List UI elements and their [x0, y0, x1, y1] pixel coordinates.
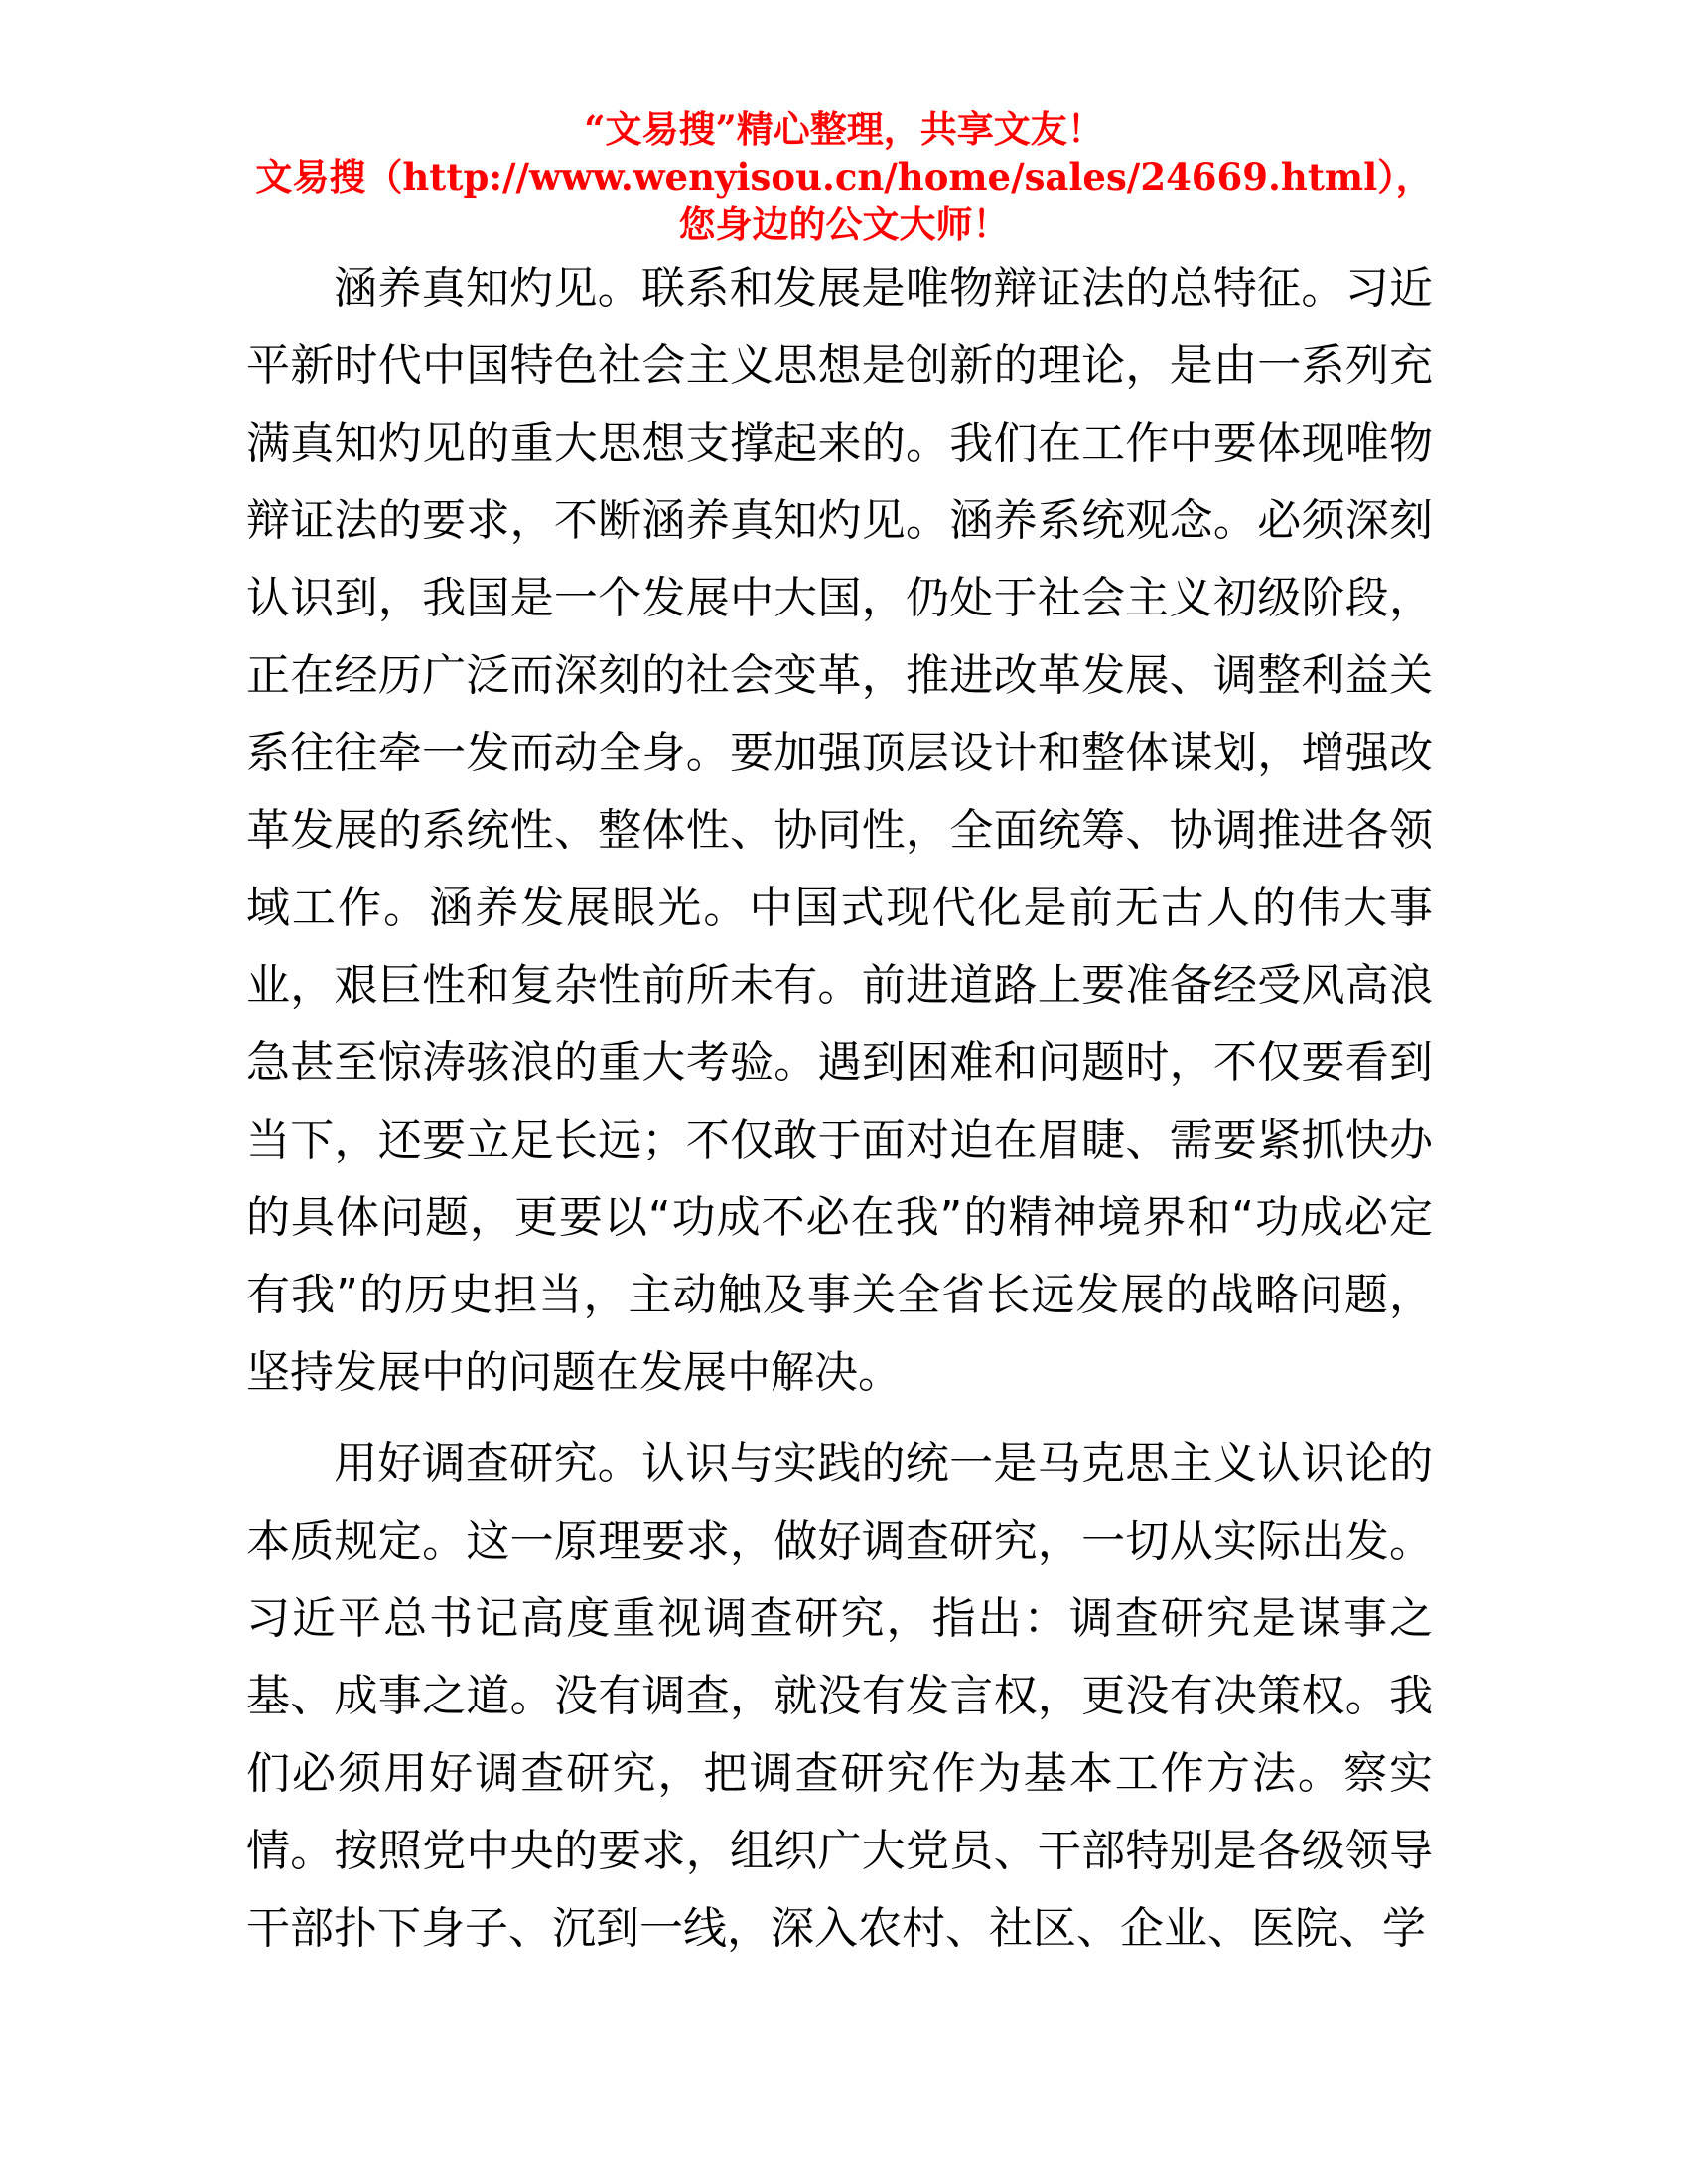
header-line-3: 您身边的公文大师！ — [678, 203, 1010, 246]
header-line-1: “文易搜”精心整理，共享文友！ — [584, 107, 1104, 151]
paragraph-cultivate-insight: 涵养真知灼见。联系和发展是唯物辩证法的总特征。习近平新时代中国特色社会主义思想是创新的理论，是由一系列充满真知灼见的重大思想支撑起来的。我们在工作中要体现唯物辩证法的要求，不断涵养真知灼见。涵养系统观念。必须深刻认识到，我国是一个发展中大国，仍处于社会主义初级阶段，正在经历广泛而深刻的社会变革，推进改革发展、调整利益关系往往牵一发而动全身。要加强顶层设计和整体谋划，增强改革发展的系统性、整体性、协同性，全面统筹、协调推进各领域工作。涵养发展眼光。中国式现代化是前无古人的伟大事业，艰巨性和复杂性前所未有。前进道路上要准备经受风高浪急甚至惊涛骇浪的重大考验。遇到困难和问题时，不仅要看到当下，还要立足长远；不仅敢于面对迫在眉睫、需要紧抓快办的具体问题，更要以“功成不必在我”的精神境界和“功成必定有我”的历史担当，主动触及事关全省长远发展的战略问题，坚持发展中的问题在发展中解决。 — [246, 263, 1433, 1398]
document-body — [246, 250, 1433, 1968]
header-line-2: 文易搜（http://www.wenyisou.cn/home/sales/24669.html）， — [255, 155, 1433, 199]
watermark-header — [0, 105, 1688, 248]
paragraph-investigation-research: 用好调查研究。认识与实践的统一是马克思主义认识论的本质规定。这一原理要求，做好调查研究，一切从实际出发。习近平总书记高度重视调查研究，指出：调查研究是谋事之基、成事之道。没有调查，就没有发言权，更没有决策权。我们必须用好调查研究，把调查研究作为基本工作方法。察实情。按照党中央的要求，组织广大党员、干部特别是各级领导干部扑下身子、沉到一线，深入农村、社区、企业、医院、学 — [246, 1438, 1433, 1954]
